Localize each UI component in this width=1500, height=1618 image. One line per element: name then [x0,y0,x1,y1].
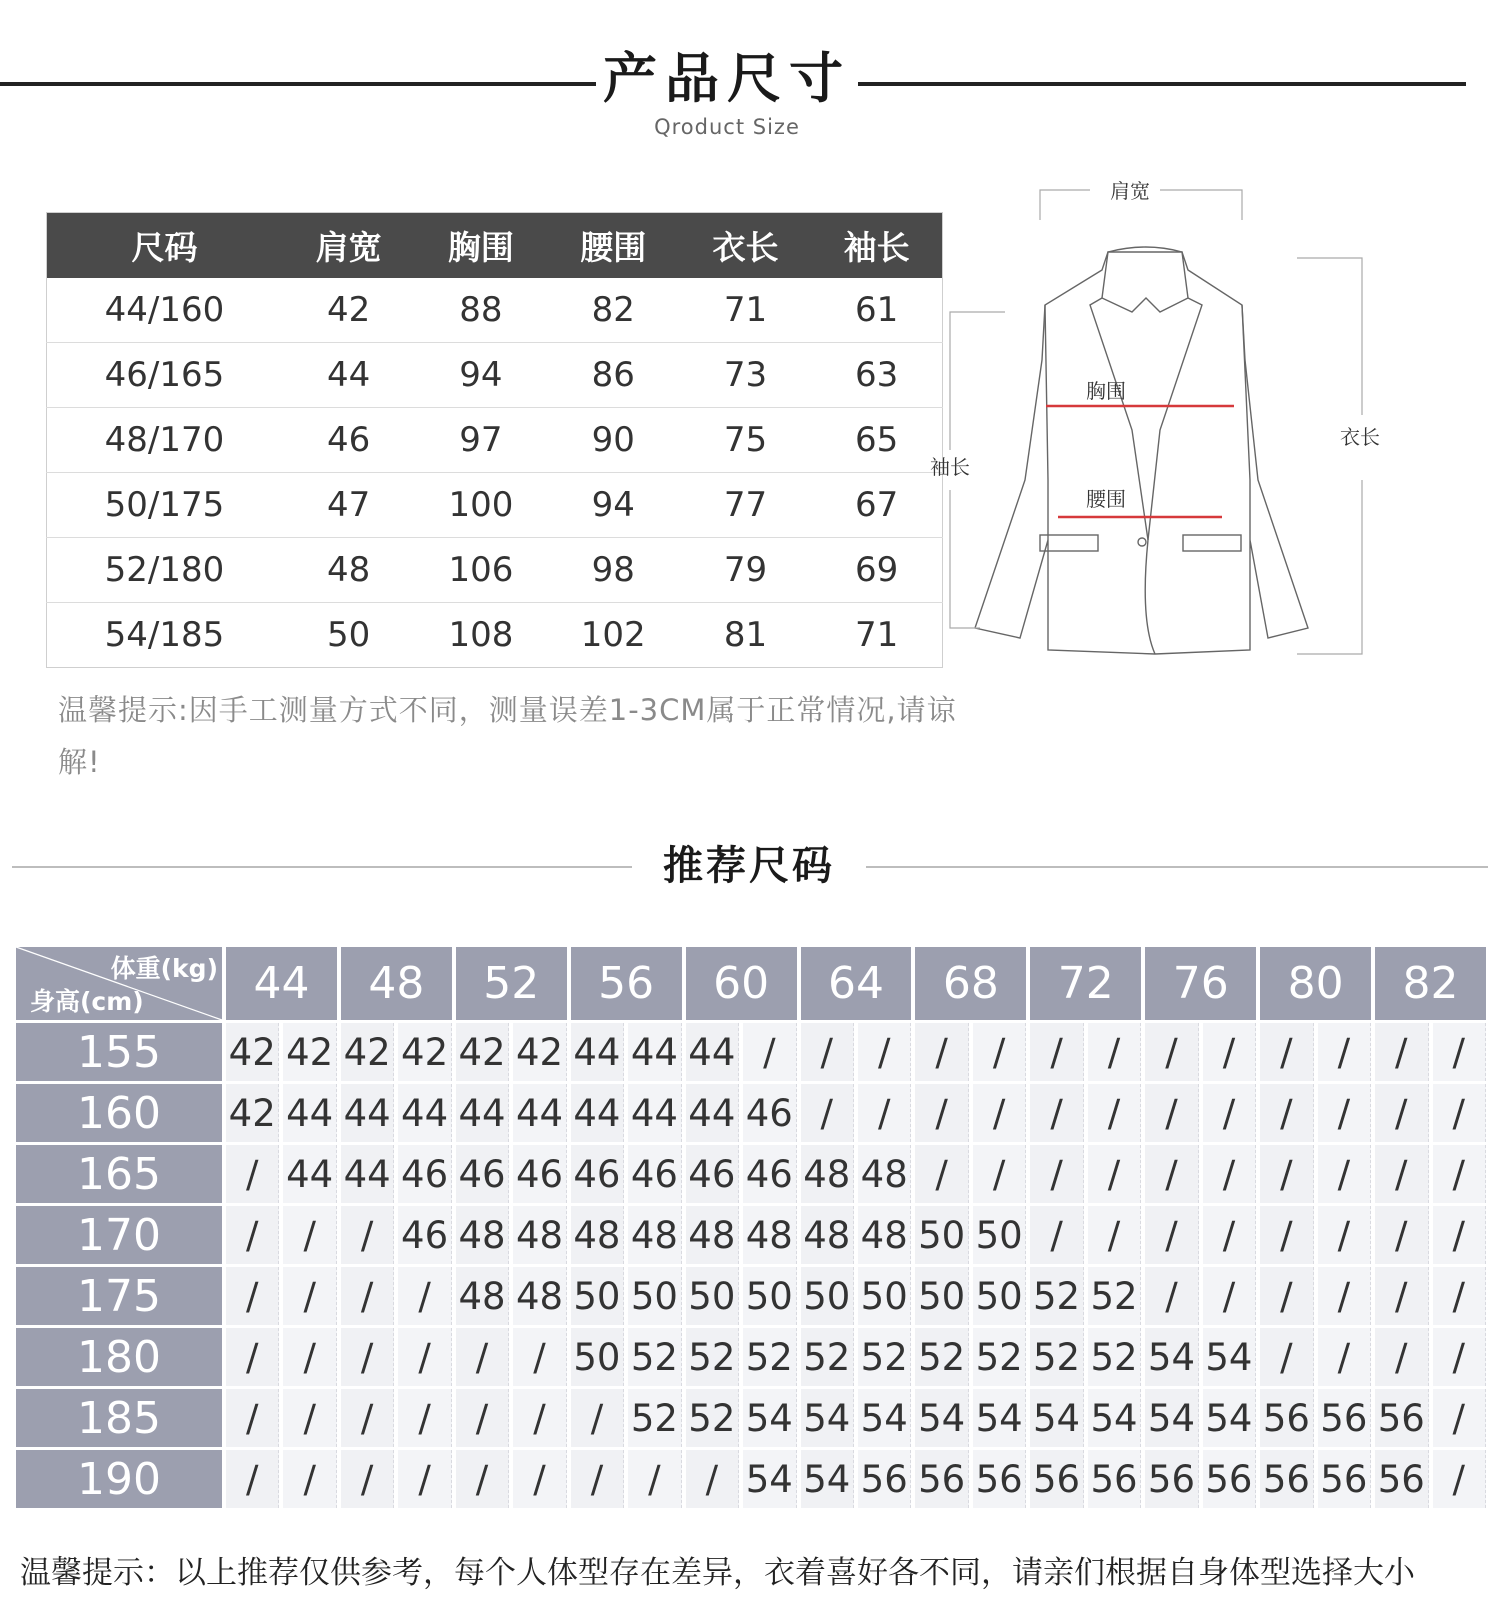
recommend-cell: 44 [571,1023,624,1081]
recommend-cell: 56 [1318,1389,1371,1447]
size-table-header-row [47,213,943,279]
recommend-cell: 52 [686,1389,739,1447]
recommend-header-row [16,947,1486,1020]
recommend-cell: 42 [226,1023,279,1081]
recommend-size-table [12,944,1490,1511]
recommend-cell: / [341,1267,394,1325]
recommend-cell: 46 [686,1145,739,1203]
size-row [47,538,943,603]
recommend-cell: / [226,1328,279,1386]
size-cell-chest: 94 [415,343,546,408]
recommend-cell: / [341,1450,394,1508]
recommend-cell: 56 [1260,1389,1313,1447]
recommend-cell: / [226,1389,279,1447]
recommend-cell: 54 [1145,1389,1198,1447]
recommend-cell: / [1433,1267,1486,1325]
recommend-cell: 52 [628,1328,681,1386]
recommend-cell: 50 [743,1267,796,1325]
height-header: 160 [16,1084,222,1142]
recommend-cell: / [341,1389,394,1447]
recommend-cell: / [628,1450,681,1508]
col-header-shoulder: 肩宽 [282,213,415,279]
size-cell-shoulder: 50 [326,615,371,655]
recommend-cell: 50 [571,1328,624,1386]
recommend-cell: 50 [571,1267,624,1325]
corner-height-label: 身高(cm) [30,987,144,1016]
recommend-cell: 56 [858,1450,911,1508]
recommend-cell: / [398,1328,451,1386]
recommend-cell: / [1203,1145,1256,1203]
size-cell-waist: 82 [547,278,680,343]
recommend-cell: 48 [571,1206,624,1264]
label-chest: 胸围 [1086,379,1126,403]
height-header: 185 [16,1389,222,1447]
recommend-cell: / [1145,1206,1198,1264]
jacket-diagram [930,179,1450,700]
recommend-cell: 54 [915,1389,968,1447]
recommend-cell: / [1318,1023,1371,1081]
section-subtitle: Qroduct Size [654,115,800,139]
recommend-cell: / [1433,1084,1486,1142]
size-cell-size: 52/180 [47,538,282,603]
recommend-cell: 42 [398,1023,451,1081]
recommend-cell: / [686,1450,739,1508]
col-header-size: 尺码 [47,213,282,279]
label-shoulder: 肩宽 [1110,179,1150,203]
recommend-cell: 42 [456,1023,509,1081]
recommend-cell: 56 [915,1450,968,1508]
recommend-cell: / [398,1450,451,1508]
recommend-cell: / [513,1450,566,1508]
recommend-note: 温馨提示：以上推荐仅供参考，每个人体型存在差异，衣着喜好各不同，请亲们根据自身体型选择大小 [20,1555,1415,1591]
size-cell-chest: 88 [415,278,546,343]
recommend-cell: / [571,1389,624,1447]
size-cell-sleeve: 67 [811,473,942,538]
size-cell-size: 44/160 [47,278,282,343]
weight-header-60: 60 [686,947,797,1020]
recommend-cell: / [456,1389,509,1447]
recommend-cell: 52 [1088,1328,1141,1386]
recommend-cell: / [1260,1267,1313,1325]
recommend-cell: 52 [858,1328,911,1386]
recommend-cell: 44 [341,1145,394,1203]
size-cell-chest: 108 [448,615,514,655]
recommend-cell: 48 [801,1206,854,1264]
recommend-cell: 46 [456,1145,509,1203]
section-title-product-size: 产品尺寸 [603,47,851,110]
recommend-cell: / [1375,1267,1428,1325]
size-cell-chest: 100 [415,473,546,538]
size-cell-length: 79 [680,538,811,603]
size-cell-chest: 97 [415,408,546,473]
size-cell-shoulder: 47 [282,473,415,538]
size-cell-sleeve: 63 [811,343,942,408]
recommend-cell: / [858,1084,911,1142]
recommend-cell: / [1030,1145,1083,1203]
recommend-cell: 54 [858,1389,911,1447]
recommend-cell: 44 [398,1084,451,1142]
recommend-cell: 54 [801,1450,854,1508]
size-cell-length: 81 [723,615,768,655]
recommend-cell: 46 [743,1145,796,1203]
weight-header-76: 76 [1145,947,1256,1020]
recommend-cell: 46 [743,1084,796,1142]
recommend-cell: 48 [801,1145,854,1203]
size-cell-length: 73 [680,343,811,408]
recommend-cell: / [973,1084,1026,1142]
recommend-cell: / [915,1023,968,1081]
dimension-guides [950,190,1362,654]
recommend-row [16,1084,1486,1142]
recommend-cell: / [283,1267,336,1325]
recommend-cell: / [1030,1084,1083,1142]
recommend-cell: / [513,1328,566,1386]
size-cell-length: 77 [680,473,811,538]
jacket-outline [975,247,1308,654]
height-header: 190 [16,1450,222,1508]
weight-header-64: 64 [801,947,912,1020]
recommend-cell: / [801,1084,854,1142]
recommend-cell: 50 [915,1267,968,1325]
col-header-waist: 腰围 [547,213,680,279]
size-row [47,603,943,668]
recommend-cell: / [1145,1145,1198,1203]
recommend-cell: / [398,1267,451,1325]
col-header-sleeve: 袖长 [811,213,942,279]
recommend-cell: 46 [513,1145,566,1203]
recommend-cell: 56 [973,1450,1026,1508]
recommend-cell: / [1318,1145,1371,1203]
recommend-cell: / [226,1267,279,1325]
recommend-cell: 50 [628,1267,681,1325]
recommend-cell: 44 [283,1084,336,1142]
recommend-cell: 54 [1203,1328,1256,1386]
recommend-cell: / [1318,1206,1371,1264]
recommend-cell: / [283,1450,336,1508]
recommend-cell: / [1030,1023,1083,1081]
recommend-cell: 46 [571,1145,624,1203]
recommend-table-body [16,1023,1486,1508]
size-cell-shoulder: 46 [282,408,415,473]
recommend-cell: 50 [801,1267,854,1325]
recommend-cell: 48 [686,1206,739,1264]
recommend-cell: 54 [1203,1389,1256,1447]
weight-header-48: 48 [341,947,452,1020]
recommend-cell: 46 [398,1206,451,1264]
height-header: 175 [16,1267,222,1325]
recommend-cell: / [1088,1145,1141,1203]
recommend-cell: / [1203,1084,1256,1142]
recommend-cell: 50 [686,1267,739,1325]
recommend-cell: / [1433,1023,1486,1081]
recommend-cell: / [1260,1084,1313,1142]
size-cell-sleeve: 71 [854,615,899,655]
corner-weight-label: 体重(kg) [110,954,218,983]
size-cell-shoulder: 42 [282,278,415,343]
recommend-row [16,1450,1486,1508]
size-cell-waist: 90 [547,408,680,473]
recommend-cell: 44 [628,1084,681,1142]
recommend-cell: / [915,1145,968,1203]
recommend-cell: 44 [686,1084,739,1142]
recommend-cell: / [341,1206,394,1264]
recommend-cell: 56 [1145,1450,1198,1508]
recommend-divider-left [12,866,632,868]
recommend-cell: / [226,1206,279,1264]
recommend-cell: / [226,1145,279,1203]
size-row [47,278,943,343]
recommend-cell: / [1088,1023,1141,1081]
recommend-cell: 50 [973,1267,1026,1325]
recommend-cell: / [1375,1084,1428,1142]
col-header-length: 衣长 [680,213,811,279]
recommend-cell: 42 [226,1084,279,1142]
recommend-cell: / [1203,1206,1256,1264]
recommend-cell: 44 [283,1145,336,1203]
recommend-cell: / [973,1023,1026,1081]
label-length: 衣长 [1340,425,1380,449]
recommend-cell: / [456,1328,509,1386]
product-size-table [46,212,943,668]
recommend-cell: / [1260,1206,1313,1264]
recommend-cell: 56 [1203,1450,1256,1508]
recommend-cell: / [1260,1145,1313,1203]
weight-header-72: 72 [1030,947,1141,1020]
recommend-row [16,1023,1486,1081]
recommend-cell: 52 [1030,1267,1083,1325]
height-header: 180 [16,1328,222,1386]
recommend-cell: / [1088,1084,1141,1142]
recommend-cell: 54 [973,1389,1026,1447]
size-cell-length: 75 [680,408,811,473]
weight-header-56: 56 [571,947,682,1020]
recommend-cell: 44 [341,1084,394,1142]
recommend-cell: / [1145,1267,1198,1325]
height-header: 155 [16,1023,222,1081]
measurement-note: 温馨提示:因手工测量方式不同，测量误差1-3CM属于正常情况,请谅解! [58,693,957,779]
title-divider-right [858,82,1466,86]
recommend-cell: / [973,1145,1026,1203]
recommend-cell: / [513,1389,566,1447]
recommend-cell: 56 [1260,1450,1313,1508]
recommend-cell: 50 [858,1267,911,1325]
recommend-cell: 44 [456,1084,509,1142]
recommend-cell: 52 [628,1389,681,1447]
recommend-cell: / [1318,1328,1371,1386]
recommend-cell: 42 [513,1023,566,1081]
recommend-cell: 46 [628,1145,681,1203]
size-cell-sleeve: 65 [811,408,942,473]
recommend-cell: / [1318,1267,1371,1325]
size-cell-chest: 106 [415,538,546,603]
recommend-cell: / [1433,1328,1486,1386]
recommend-cell: / [1145,1023,1198,1081]
recommend-cell: / [1145,1084,1198,1142]
recommend-cell: 44 [513,1084,566,1142]
height-header: 170 [16,1206,222,1264]
recommend-cell: 50 [973,1206,1026,1264]
size-cell-size: 48/170 [47,408,282,473]
recommend-cell: 56 [1088,1450,1141,1508]
recommend-cell: 48 [628,1206,681,1264]
height-header: 165 [16,1145,222,1203]
size-cell-waist: 102 [580,615,646,655]
recommend-cell: / [226,1450,279,1508]
size-row [47,473,943,538]
recommend-cell: / [1260,1023,1313,1081]
weight-header-52: 52 [456,947,567,1020]
recommend-cell: / [1433,1206,1486,1264]
size-row [47,343,943,408]
section-title-recommend: 推荐尺码 [663,843,835,889]
weight-header-68: 68 [915,947,1026,1020]
recommend-cell: 46 [398,1145,451,1203]
recommend-cell: / [1203,1267,1256,1325]
recommend-cell: 42 [283,1023,336,1081]
label-sleeve: 袖长 [930,455,970,479]
size-cell-size: 50/175 [47,473,282,538]
recommend-cell: 52 [1088,1267,1141,1325]
recommend-cell: / [571,1450,624,1508]
size-cell-length: 71 [680,278,811,343]
recommend-cell: 52 [973,1328,1026,1386]
recommend-cell: / [1433,1389,1486,1447]
recommend-cell: 56 [1375,1389,1428,1447]
recommend-cell: / [1088,1206,1141,1264]
label-waist: 腰围 [1086,487,1126,511]
size-cell-sleeve: 61 [811,278,942,343]
recommend-cell: / [801,1023,854,1081]
weight-header-44: 44 [226,947,337,1020]
recommend-cell: 48 [743,1206,796,1264]
recommend-cell: 48 [513,1267,566,1325]
recommend-cell: 56 [1375,1450,1428,1508]
recommend-cell: 48 [456,1267,509,1325]
size-cell-waist: 94 [547,473,680,538]
recommend-cell: / [1433,1450,1486,1508]
recommend-cell: 52 [686,1328,739,1386]
recommend-cell: 52 [743,1328,796,1386]
recommend-row [16,1389,1486,1447]
size-cell-size: 54/185 [104,615,225,655]
weight-header-80: 80 [1260,947,1371,1020]
recommend-cell: 42 [341,1023,394,1081]
recommend-cell: / [1375,1145,1428,1203]
size-cell-size: 46/165 [47,343,282,408]
weight-header-82: 82 [1375,947,1486,1020]
size-cell-shoulder: 44 [282,343,415,408]
recommend-cell: / [456,1450,509,1508]
recommend-cell: / [283,1206,336,1264]
recommend-cell: 54 [1145,1328,1198,1386]
recommend-divider-right [866,866,1488,868]
recommend-cell: / [1030,1206,1083,1264]
size-cell-sleeve: 69 [811,538,942,603]
recommend-cell: 48 [858,1206,911,1264]
recommend-cell: 44 [628,1023,681,1081]
recommend-cell: / [341,1328,394,1386]
size-cell-shoulder: 48 [282,538,415,603]
recommend-cell: 54 [743,1389,796,1447]
recommend-row [16,1328,1486,1386]
recommend-cell: 52 [801,1328,854,1386]
recommend-row [16,1206,1486,1264]
recommend-cell: 52 [915,1328,968,1386]
recommend-cell: 48 [456,1206,509,1264]
recommend-cell: / [283,1389,336,1447]
recommend-cell: / [915,1084,968,1142]
title-divider-left [0,82,596,86]
recommend-cell: / [743,1023,796,1081]
recommend-cell: 48 [858,1145,911,1203]
recommend-cell: 50 [915,1206,968,1264]
recommend-cell: 44 [571,1084,624,1142]
recommend-cell: 44 [686,1023,739,1081]
recommend-cell: 56 [1030,1450,1083,1508]
recommend-cell: 56 [1318,1450,1371,1508]
recommend-cell: / [1318,1084,1371,1142]
recommend-row [16,1145,1486,1203]
size-cell-waist: 98 [547,538,680,603]
recommend-cell: 54 [1088,1389,1141,1447]
recommend-cell: / [1375,1023,1428,1081]
col-header-chest: 胸围 [415,213,546,279]
recommend-cell: / [1433,1145,1486,1203]
size-table-body [47,278,943,668]
recommend-cell: / [283,1328,336,1386]
recommend-cell: / [1260,1328,1313,1386]
recommend-row [16,1267,1486,1325]
recommend-cell: 54 [801,1389,854,1447]
recommend-cell: / [1203,1023,1256,1081]
recommend-cell: 48 [513,1206,566,1264]
recommend-cell: / [398,1389,451,1447]
recommend-cell: / [858,1023,911,1081]
size-row [47,408,943,473]
recommend-cell: 54 [1030,1389,1083,1447]
recommend-cell: / [1375,1206,1428,1264]
recommend-cell: / [1375,1328,1428,1386]
size-cell-waist: 86 [547,343,680,408]
recommend-cell: 52 [1030,1328,1083,1386]
recommend-corner-cell [16,947,222,1020]
recommend-cell: 54 [743,1450,796,1508]
